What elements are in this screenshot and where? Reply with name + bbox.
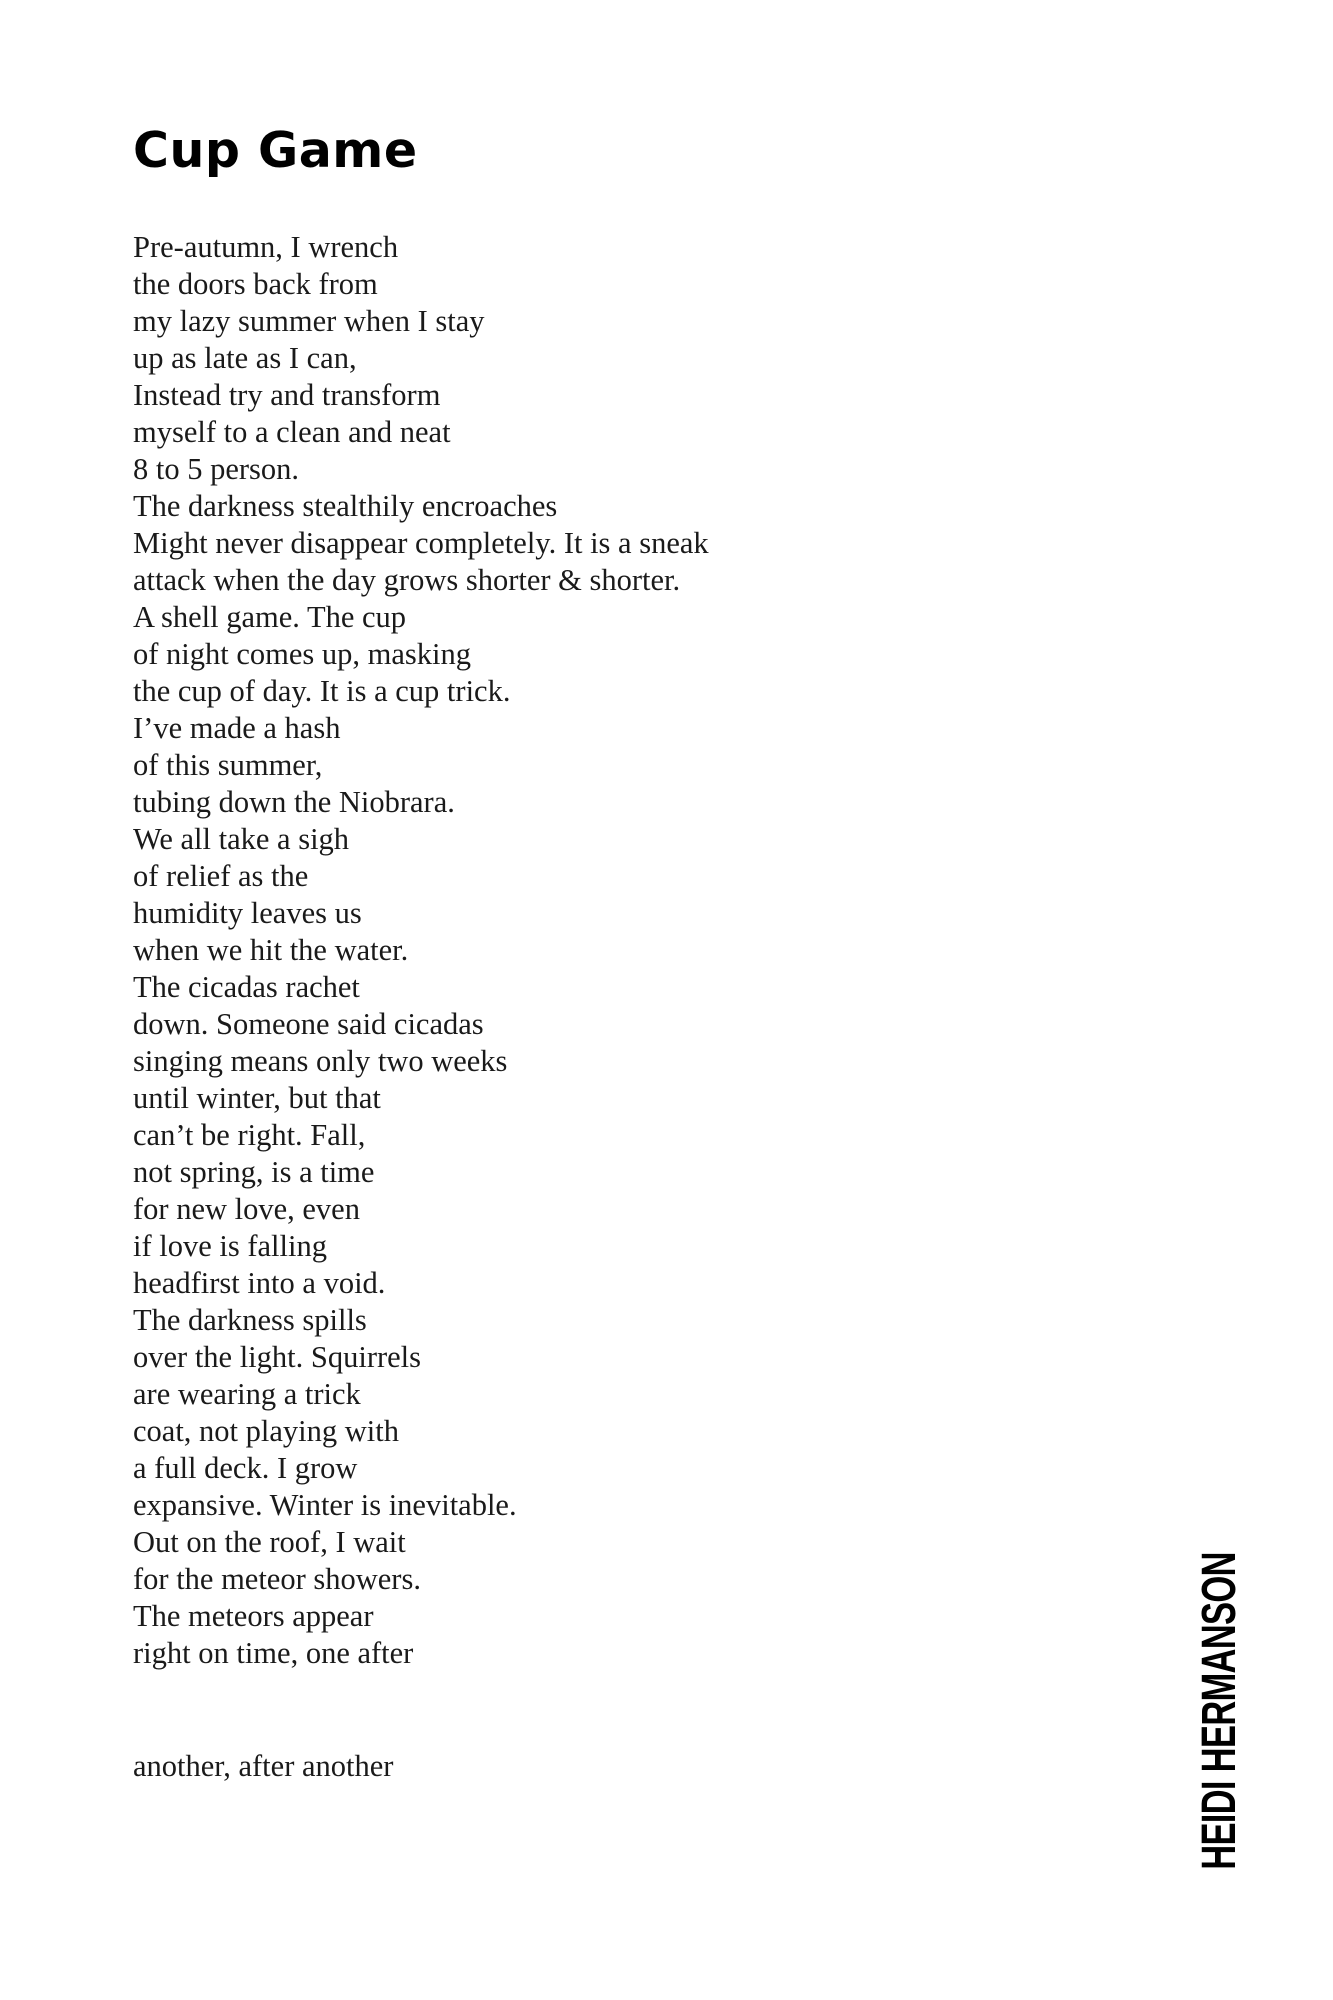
- poem-line: up as late as I can,: [133, 341, 357, 375]
- poem-final-line: another, after another: [133, 1749, 394, 1783]
- poem-line: until winter, but that: [133, 1081, 381, 1115]
- poem-line: are wearing a trick: [133, 1377, 361, 1411]
- poem-title: Cup Game: [133, 122, 418, 179]
- poem-line: not spring, is a time: [133, 1155, 375, 1189]
- poem-line: humidity leaves us: [133, 896, 362, 930]
- poem-line: attack when the day grows shorter & shorter.: [133, 563, 681, 597]
- poem-line: my lazy summer when I stay: [133, 304, 485, 338]
- poem-line: down. Someone said cicadas: [133, 1007, 484, 1041]
- poem-line: right on time, one after: [133, 1636, 414, 1670]
- poem-line: Pre-autumn, I wrench: [133, 230, 399, 264]
- poem-line: The darkness stealthily encroaches: [133, 489, 558, 523]
- poem-line: expansive. Winter is inevitable.: [133, 1488, 517, 1522]
- poem-line: for new love, even: [133, 1192, 360, 1226]
- poem-line: for the meteor showers.: [133, 1562, 421, 1596]
- poem-line: of this summer,: [133, 748, 323, 782]
- poem-line: the doors back from: [133, 267, 378, 301]
- poem-line: coat, not playing with: [133, 1414, 399, 1448]
- poem-line: tubing down the Niobrara.: [133, 785, 455, 819]
- poem-body: [133, 229, 709, 1672]
- poem-line: of night comes up, masking: [133, 637, 472, 671]
- poem-line: headfirst into a void.: [133, 1266, 386, 1300]
- poem-line: can’t be right. Fall,: [133, 1118, 366, 1152]
- poem-line: Instead try and transform: [133, 378, 441, 412]
- poem-line: We all take a sigh: [133, 822, 350, 856]
- poem-line: myself to a clean and neat: [133, 415, 451, 449]
- poem-line: Out on the roof, I wait: [133, 1525, 406, 1559]
- poem-line: Might never disappear completely. It is a sneak: [133, 526, 709, 560]
- poem-line: A shell game. The cup: [133, 600, 407, 634]
- poem-line: The meteors appear: [133, 1599, 374, 1633]
- poem-line: 8 to 5 person.: [133, 452, 300, 486]
- poem-line: if love is falling: [133, 1229, 327, 1263]
- poem-line: I’ve made a hash: [133, 711, 341, 745]
- poem-line: over the light. Squirrels: [133, 1340, 422, 1374]
- poem-line: a full deck. I grow: [133, 1451, 358, 1485]
- author-name-text: HEIDI HERMANSON: [1193, 1552, 1246, 1870]
- poem-line: The cicadas rachet: [133, 970, 360, 1004]
- poem-line: of relief as the: [133, 859, 309, 893]
- poem-line: singing means only two weeks: [133, 1044, 508, 1078]
- author-name: [1193, 1490, 1246, 1931]
- poem-line: the cup of day. It is a cup trick.: [133, 674, 511, 708]
- poem-line: The darkness spills: [133, 1303, 367, 1337]
- poem-line: when we hit the water.: [133, 933, 409, 967]
